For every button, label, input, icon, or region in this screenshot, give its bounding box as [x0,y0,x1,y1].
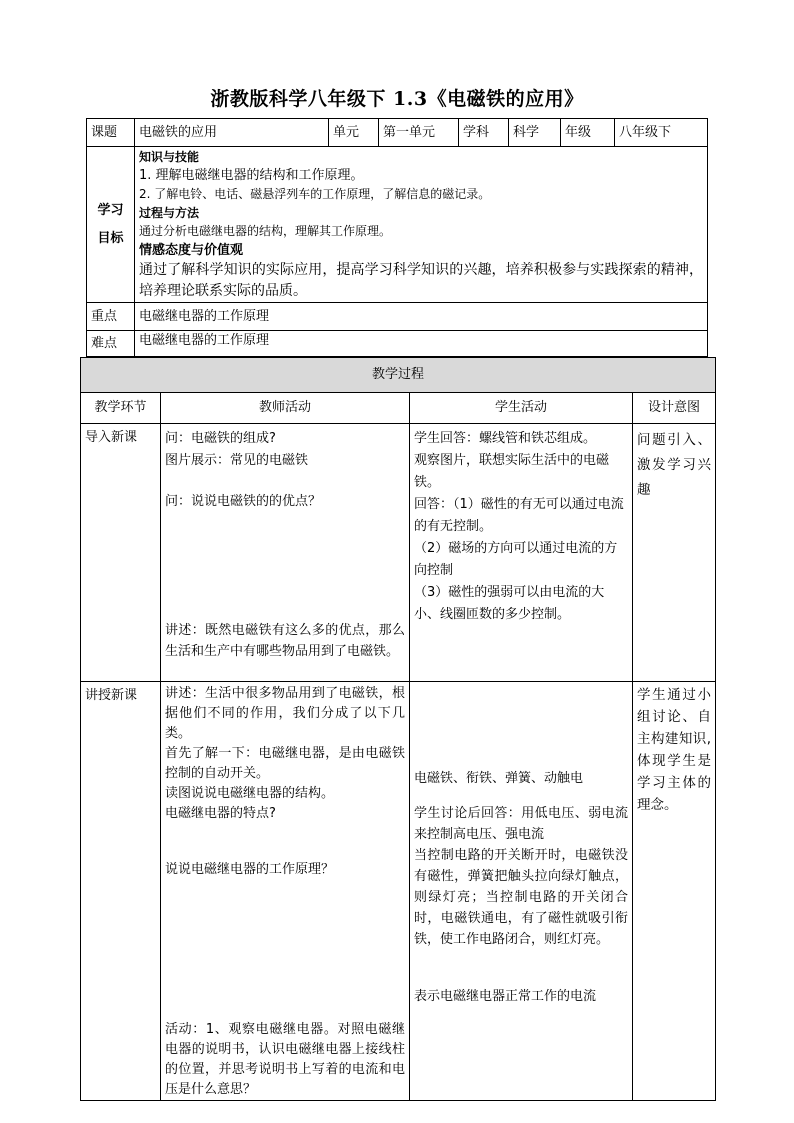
blank-line [165,471,405,491]
col-intent-header: 设计意图 [633,393,716,424]
student-activity-cell [410,682,633,1101]
student-line: 表示电磁继电器正常工作的电流 [414,989,597,1004]
course-value: 电磁铁的应用 [135,119,329,147]
objectives-label-line1: 学习 [97,202,124,218]
col-teacher-header: 教师活动 [161,393,410,424]
objectives-item-2: 2. 了解电铃、电话、磁悬浮列车的工作原理，了解信息的磁记录。 [139,187,491,201]
objectives-item-3: 通过分析电磁继电器的结构，理解其工作原理。 [139,224,392,238]
student-line: （3）磁性的强弱可以由电流的大小、线圈匝数的多少控制。 [414,585,605,622]
col-stage-header: 教学环节 [81,393,161,424]
key-point-label: 重点 [87,303,135,331]
objectives-item-1: 1. 理解电磁继电器的结构和工作原理。 [139,168,364,183]
objectives-heading-emotion: 情感态度与价值观 [139,243,244,258]
objectives-content [135,147,708,303]
teacher-line: 讲述：既然电磁铁有这么多的优点，那么生活和生产中有哪些物品用到了电磁铁。 [165,622,405,659]
course-info-table [86,118,708,357]
student-activity-cell [410,424,633,682]
teacher-line: 图片展示：常见的电磁铁 [165,452,309,468]
key-point-value: 电磁继电器的工作原理 [135,303,708,331]
objectives-heading-knowledge: 知识与技能 [139,150,200,164]
objectives-item-4: 通过了解科学知识的实际应用，提高学习科学知识的兴趣，培养积极参与实践探索的精神，培养理论联系实际的品质。 [139,262,703,299]
student-line: （2）磁场的方向可以通过电流的方向控制 [414,541,618,578]
objectives-heading-process: 过程与方法 [139,206,200,220]
teaching-process-table [80,357,716,1101]
student-line: 回答：（1）磁性的有无可以通过电流的有无控制。 [414,497,624,534]
grade-label: 年级 [561,119,615,147]
col-student-header: 学生活动 [410,393,633,424]
unit-label: 单元 [329,119,379,147]
grade-value: 八年级下 [615,119,708,147]
blank-line [414,950,628,986]
teacher-activity-cell [161,424,410,682]
intent-cell: 学生通过小组讨论、自主构建知识,体现学生是学习主体的理念。 [633,682,716,1101]
unit-value: 第一单元 [379,119,459,147]
course-label: 课题 [87,119,135,147]
teacher-line: 问：说说电磁铁的的优点？ [165,494,322,509]
stage-cell: 导入新课 [81,424,161,682]
teacher-line: 说说电磁继电器的工作原理？ [165,862,335,877]
blank-line [165,880,405,1020]
teacher-line: 首先了解一下：电磁继电器，是由电磁铁控制的自动开关。 [165,746,405,781]
teacher-line: 讲述：生活中很多物品用到了电磁铁，根据他们不同的作用，我们分成了以下几类。 [165,686,405,741]
student-line: 当控制电路的开关断开时，电磁铁没有磁性，弹簧把触头拉向绿灯触点，则绿灯亮；当控制电路的开关闭合时，电磁铁通电，有了磁性就吸引衔铁，使工作电路闭合，则红灯亮。 [414,848,628,947]
teacher-line: 问：电磁铁的组成? [165,431,276,446]
page-title: 浙教版科学八年级下 1.3《电磁铁的应用》 [210,88,584,110]
difficulty-value: 电磁继电器的工作原理 [135,331,708,357]
teacher-activity-cell [161,682,410,1101]
difficulty-label: 难点 [87,331,135,357]
blank-line [414,789,628,803]
subject-label: 学科 [459,119,509,147]
blank-line [165,824,405,860]
student-line: 电磁铁、衔铁、弹簧、动触电 [414,771,584,786]
objectives-label [87,147,135,303]
teacher-line: 电磁继电器的特点? [165,806,276,821]
student-line: 学生讨论后回答：用低电压、弱电流来控制高电压、强电流 [414,806,628,842]
process-header: 教学过程 [81,358,716,393]
teacher-line: 读图说说电磁继电器的结构。 [165,786,335,801]
student-line: 学生回答：螺线管和铁芯组成。 [414,431,597,446]
subject-value: 科学 [509,119,561,147]
teacher-line: 活动：1、观察电磁继电器。对照电磁继电器的说明书，认识电磁继电器上接线柱的位置，并思考说明书上写着的电流和电压是什么意思？ [165,1022,405,1097]
intent-cell: 问题引入、激发学习兴趣 [633,424,716,682]
objectives-label-line2: 目标 [97,230,124,246]
student-line: 观察图片，联想实际生活中的电磁铁。 [414,453,610,490]
blank-line [414,684,628,768]
stage-cell: 讲授新课 [81,682,161,1101]
blank-line [165,513,405,620]
